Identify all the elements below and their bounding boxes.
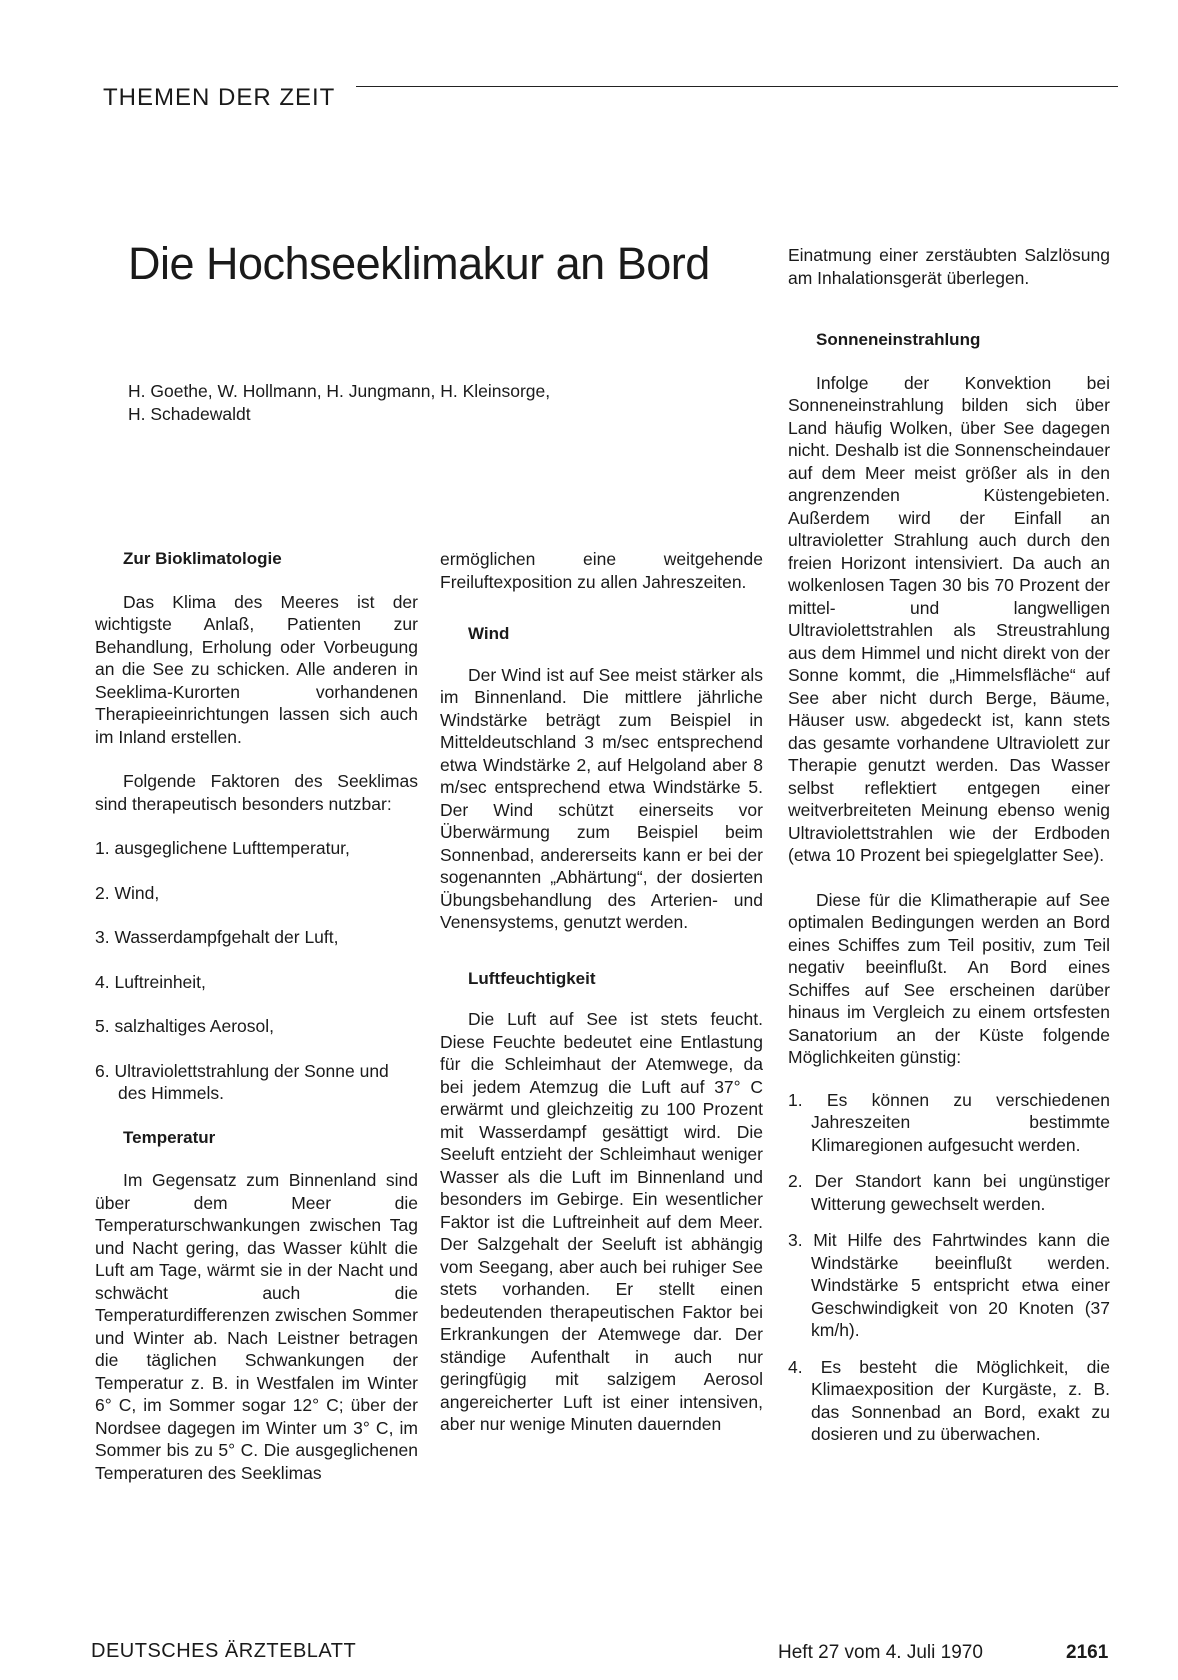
paragraph: Das Klima des Meeres ist der wichtigste Anlaß, Patienten zur Behandlung, Erholung oder Vorbeugung an die See zu schicken. Alle anderen in Seeklima-Kurorten vorhandenen Therapieeinrichtungen lassen sich auch im Inland erstellen. xyxy=(95,591,418,747)
column-1 xyxy=(95,548,418,1484)
advantage-list xyxy=(788,1089,1110,1446)
factor-list xyxy=(95,837,418,1105)
paragraph: ermöglichen eine weitgehende Freiluftexposition zu allen Jahreszeiten. xyxy=(440,549,763,592)
list-item: 4. Luftreinheit, xyxy=(95,971,206,992)
paragraph: Diese für die Klimatherapie auf See optimalen Bedingungen werden an Bord eines Schiffes zum Teil positiv, zum Teil negativ beeinflußt. An Bord eines Schiffes auf See erscheinen darüber hinaus im Vergleich zu einem ortsfesten Sanatorium an der Küste folgende Möglichkeiten günstig: xyxy=(788,889,1110,1067)
heading-bioklimatologie: Zur Bioklimatologie xyxy=(123,549,282,568)
authors-line: H. Goethe, W. Hollmann, H. Jungmann, H. Kleinsorge, xyxy=(128,381,551,401)
paragraph: Infolge der Konvektion bei Sonneneinstrahlung bilden sich über Land häufig Wolken, über See dagegen nicht. Deshalb ist die Sonnenscheindauer auf dem Meer meist größer als in den angrenzenden Küstengebieten. Außerdem wird der Einfall an ultravioletter Strahlung auch durch den freien Horizont intensiviert. Da auch an wolkenlosen Tagen 30 bis 70 Prozent der mittel- und langwelligen Ultraviolettstrahlen als Streustrahlung aus dem Himmel und nicht direkt von der Sonne kommt, die „Himmelsfläche“ auf See aber nicht durch Berge, Bäume, Häuser usw. abgedeckt ist, kann stets das gesamte vorhandene Ultraviolett zur Therapie genutzt werden. Das Wasser selbst reflektiert entgegen einer weitverbreiteten Meinung ebenso wenig Ultraviolettstrahlen wie der Erdboden (etwa 10 Prozent bei spiegelglatter See). xyxy=(788,372,1111,865)
list-item: 4. Es besteht die Möglichkeit, die Klimaexposition der Kurgäste, z. B. das Sonnenbad an Bord, exakt zu dosieren und zu überwachen. xyxy=(788,1356,1110,1444)
heading-luftfeuchtigkeit: Luftfeuchtigkeit xyxy=(468,968,596,988)
footer-journal: DEUTSCHES ÄRZTEBLATT xyxy=(91,1640,357,1662)
header-rule xyxy=(356,86,1118,87)
list-item: 6. Ultraviolettstrahlung der Sonne und des Himmels. xyxy=(95,1060,389,1103)
list-item: 1. Es können zu verschiedenen Jahreszeiten bestimmte Klimaregionen aufgesucht werden. xyxy=(788,1089,1110,1155)
paragraph: Einatmung einer zerstäubten Salzlösung am Inhalationsgerät überlegen. xyxy=(788,245,1110,288)
list-item: 1. ausgeglichene Lufttemperatur, xyxy=(95,838,350,858)
paragraph: Im Gegensatz zum Binnenland sind über dem Meer die Temperaturschwankungen zwischen Tag und Nacht gering, das Wasser kühlt die Luft am Tage, wärmt sie in der Nacht und schwächt auch die Temperaturdifferenzen zwischen Sommer und Winter ab. Nach Leistner betragen die täglichen Schwankungen der Temperatur z. B. in Westfalen im Winter 6° C, im Sommer sogar 12° C; über der Nordsee dagegen im Winter um 3° C, im Sommer bis zu 5° C. Die ausgeglichenen Temperaturen des Seeklimas xyxy=(95,1170,418,1483)
heading-sonneneinstrahlung: Sonneneinstrahlung xyxy=(816,330,981,349)
list-item: 3. Wasserdampfgehalt der Luft, xyxy=(95,927,339,947)
list-item: 3. Mit Hilfe des Fahrtwindes kann die Windstärke beeinflußt werden. Windstärke 5 entspricht etwa einer Geschwindigkeit von 20 Knoten (37 km/h). xyxy=(788,1230,1110,1340)
list-item: 2. Wind, xyxy=(95,882,160,903)
paragraph: Die Luft auf See ist stets feucht. Diese Feuchte bedeutet eine Entlastung für die Schleimhaut der Atemwege, da bei jedem Atemzug die Luft auf 37° C erwärmt und gleichzeitig zu 100 Prozent mit Wasserdampf gesättigt wird. Die Seeluft entzieht der Schleimhaut weniger Wasser als die Luft im Binnenland und besonders im Gebirge. Ein wesentlicher Faktor ist die Luftreinheit auf dem Meer. Der Salzgehalt der Seeluft ist abhängig vom Seegang, aber auch bei ruhiger See stets vorhanden. Er stellt einen bedeutenden therapeutischen Faktor bei Erkrankungen der Atemwege dar. Der ständige Aufenthalt in auch nur geringfügig mit salzigem Aerosol angereicherter Luft ist einer intensiven, aber nur wenige Minuten dauernden xyxy=(440,1009,763,1434)
paragraph: Folgende Faktoren des Seeklimas sind therapeutisch besonders nutzbar: xyxy=(95,771,418,814)
section-label: THEMEN DER ZEIT xyxy=(103,84,336,111)
list-item: 2. Der Standort kann bei ungünstiger Witterung gewechselt werden. xyxy=(788,1171,1110,1214)
authors-line: H. Schadewaldt xyxy=(128,404,251,424)
heading-temperatur: Temperatur xyxy=(123,1127,216,1147)
heading-wind: Wind xyxy=(468,624,510,643)
list-item: 5. salzhaltiges Aerosol, xyxy=(95,1016,274,1036)
footer-issue: Heft 27 vom 4. Juli 1970 xyxy=(778,1642,983,1663)
page-number: 2161 xyxy=(1066,1642,1109,1663)
column-2 xyxy=(440,548,763,1436)
article-title: Die Hochseeklimakur an Bord xyxy=(128,238,710,289)
authors xyxy=(128,380,648,426)
column-3 xyxy=(788,244,1110,1446)
paragraph: Der Wind ist auf See meist stärker als im Binnenland. Die mittlere jährliche Windstärke beträgt zum Beispiel in Mitteldeutschland 3 m/sec entsprechend etwa Windstärke 2, auf Helgoland aber 8 m/sec entsprechend etwa Windstärke 5. Der Wind schützt einerseits vor Überwärmung zum Beispiel beim Sonnenbad, andererseits kann er bei der sogenannten „Abhärtung“, der dosierten Übungsbehandlung des Arterien- und Venensystems, genutzt werden. xyxy=(440,664,763,932)
